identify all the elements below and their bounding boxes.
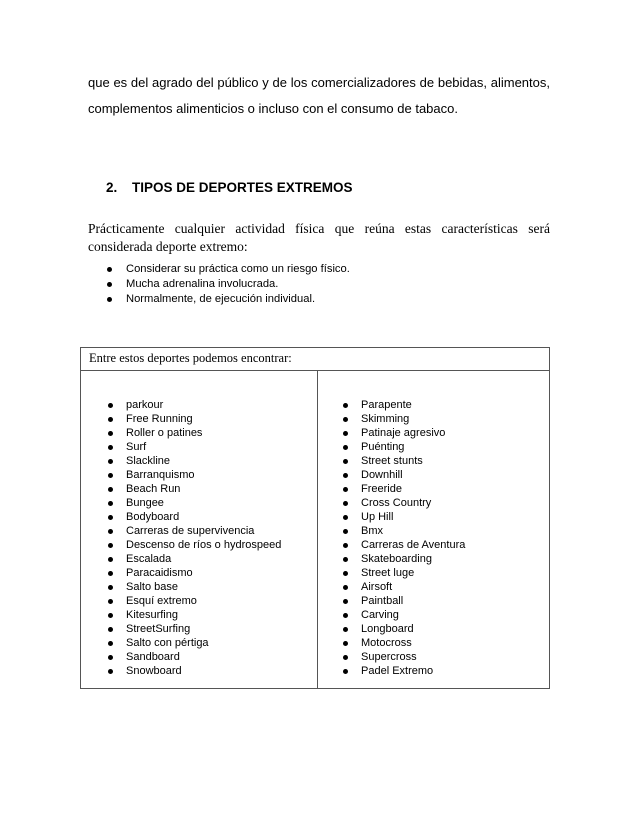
sport-item: Cross Country — [342, 496, 465, 510]
sport-item: Surf — [107, 440, 281, 454]
sport-item: Paracaidismo — [107, 566, 281, 580]
sport-item: Roller o patines — [107, 426, 281, 440]
sport-item: Bmx — [342, 524, 465, 538]
sport-item: Paintball — [342, 594, 465, 608]
section-number: 2. — [106, 180, 118, 195]
sport-item: Padel Extremo — [342, 664, 465, 678]
sport-item: Bungee — [107, 496, 281, 510]
sport-item: Carreras de Aventura — [342, 538, 465, 552]
sport-item: Street stunts — [342, 454, 465, 468]
sport-item: Salto base — [107, 580, 281, 594]
sports-list-left — [107, 398, 281, 678]
sport-item: Skimming — [342, 412, 465, 426]
intro-line: que es del agrado del público y de los comercializadores de bebidas, alimentos, — [88, 75, 550, 90]
sport-item: parkour — [107, 398, 281, 412]
section-title: TIPOS DE DEPORTES EXTREMOS — [132, 180, 353, 195]
sport-item: Kitesurfing — [107, 608, 281, 622]
sport-item: Freeride — [342, 482, 465, 496]
sport-item: Slackline — [107, 454, 281, 468]
sport-item: Esquí extremo — [107, 594, 281, 608]
sport-item: Street luge — [342, 566, 465, 580]
table-header-text: Entre estos deportes podemos encontrar: — [89, 351, 292, 365]
list-item: Considerar su práctica como un riesgo físico. — [106, 262, 350, 277]
sport-item: Barranquismo — [107, 468, 281, 482]
sport-item: Carving — [342, 608, 465, 622]
sport-item: Skateboarding — [342, 552, 465, 566]
sport-item: Downhill — [342, 468, 465, 482]
column-divider — [317, 370, 318, 688]
sport-item: Carreras de supervivencia — [107, 524, 281, 538]
sports-list-right — [342, 398, 465, 678]
list-item: Normalmente, de ejecución individual. — [106, 292, 350, 307]
sport-item: Supercross — [342, 650, 465, 664]
sport-item: Beach Run — [107, 482, 281, 496]
sport-item: Patinaje agresivo — [342, 426, 465, 440]
sport-item: Free Running — [107, 412, 281, 426]
sport-item: StreetSurfing — [107, 622, 281, 636]
sport-item: Motocross — [342, 636, 465, 650]
sport-item: Descenso de ríos o hydrospeed — [107, 538, 281, 552]
sport-item: Sandboard — [107, 650, 281, 664]
intro-paragraph — [88, 70, 550, 122]
section-heading — [106, 180, 353, 195]
sport-item: Airsoft — [342, 580, 465, 594]
sport-item: Parapente — [342, 398, 465, 412]
list-item: Mucha adrenalina involucrada. — [106, 277, 350, 292]
sports-table — [80, 347, 550, 689]
sport-item: Up Hill — [342, 510, 465, 524]
sport-item: Snowboard — [107, 664, 281, 678]
sport-item: Escalada — [107, 552, 281, 566]
characteristics-list — [106, 262, 350, 307]
sport-item: Bodyboard — [107, 510, 281, 524]
section-paragraph: Prácticamente cualquier actividad física que reúna estas características será considerada deporte extremo: — [88, 221, 550, 254]
intro-line: complementos alimenticios o incluso con el consumo de tabaco. — [88, 101, 458, 116]
sport-item: Puénting — [342, 440, 465, 454]
sport-item: Longboard — [342, 622, 465, 636]
sport-item: Salto con pértiga — [107, 636, 281, 650]
table-header — [81, 348, 549, 371]
